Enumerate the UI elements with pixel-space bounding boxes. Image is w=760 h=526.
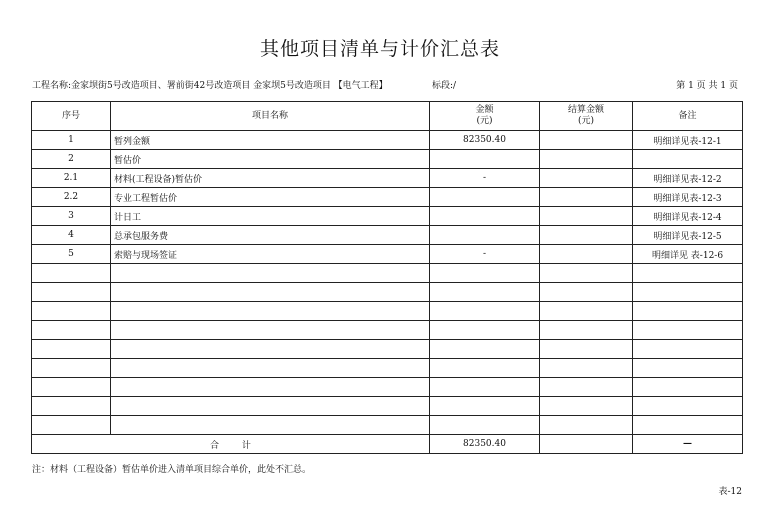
table-row — [32, 226, 743, 245]
empty-cell — [32, 302, 111, 321]
empty-cell — [111, 359, 430, 378]
header-amount-line2: (元) — [476, 116, 493, 126]
empty-cell — [430, 359, 540, 378]
empty-row — [32, 283, 743, 302]
empty-cell — [430, 321, 540, 340]
row-settle — [540, 207, 633, 226]
row-remark: 明细详见表-12-1 — [633, 131, 743, 150]
header-seq: 序号 — [32, 102, 111, 131]
row-name: 索赔与现场签证 — [111, 245, 430, 264]
empty-cell — [540, 359, 633, 378]
row-name: 总承包服务费 — [111, 226, 430, 245]
empty-cell — [633, 378, 743, 397]
empty-cell — [32, 416, 111, 435]
row-seq: 2.2 — [32, 188, 111, 207]
row-seq: 4 — [32, 226, 111, 245]
row-settle — [540, 169, 633, 188]
table-row — [32, 169, 743, 188]
empty-row — [32, 302, 743, 321]
empty-cell — [111, 340, 430, 359]
row-remark: 明细详见表-12-2 — [633, 169, 743, 188]
empty-cell — [633, 416, 743, 435]
empty-row — [32, 321, 743, 340]
table-row — [32, 207, 743, 226]
empty-cell — [540, 264, 633, 283]
empty-cell — [633, 264, 743, 283]
row-amount — [430, 226, 540, 245]
row-remark: 明细详见 表-12-6 — [633, 245, 743, 264]
row-seq: 2.1 — [32, 169, 111, 188]
table-header-row — [32, 102, 743, 131]
row-remark: 明细详见表-12-3 — [633, 188, 743, 207]
header-name: 项目名称 — [111, 102, 430, 131]
row-remark: 明细详见表-12-4 — [633, 207, 743, 226]
total-remark: — — [633, 435, 743, 454]
header-settle-line1: 结算金额 — [567, 105, 604, 115]
project-label: 工程名称: — [32, 81, 72, 91]
empty-cell — [430, 340, 540, 359]
empty-cell — [540, 340, 633, 359]
row-name: 专业工程暂估价 — [111, 188, 430, 207]
empty-cell — [633, 397, 743, 416]
empty-cell — [540, 378, 633, 397]
section-value: / — [453, 81, 457, 91]
header-amount — [430, 102, 540, 131]
row-seq: 1 — [32, 131, 111, 150]
empty-cell — [430, 397, 540, 416]
empty-cell — [111, 416, 430, 435]
empty-cell — [430, 264, 540, 283]
row-amount: 82350.40 — [430, 131, 540, 150]
empty-row — [32, 397, 743, 416]
row-seq: 3 — [32, 207, 111, 226]
total-amount: 82350.40 — [430, 435, 540, 454]
table-row — [32, 131, 743, 150]
row-settle — [540, 150, 633, 169]
empty-cell — [633, 283, 743, 302]
empty-cell — [111, 397, 430, 416]
empty-cell — [540, 302, 633, 321]
footnote: 注：材料（工程设备）暂估单价进入清单项目综合单价，此处不汇总。 — [32, 465, 312, 475]
row-remark — [633, 150, 743, 169]
empty-row — [32, 264, 743, 283]
total-row — [32, 435, 743, 454]
total-label: 合 计 — [32, 435, 430, 454]
row-settle — [540, 226, 633, 245]
row-remark: 明细详见表-12-5 — [633, 226, 743, 245]
empty-cell — [32, 264, 111, 283]
empty-cell — [111, 378, 430, 397]
empty-cell — [32, 321, 111, 340]
row-amount — [430, 207, 540, 226]
row-settle — [540, 245, 633, 264]
row-settle — [540, 131, 633, 150]
table-row — [32, 150, 743, 169]
empty-cell — [540, 283, 633, 302]
empty-row — [32, 416, 743, 435]
header-settle-line2: (元) — [577, 116, 595, 126]
empty-cell — [32, 359, 111, 378]
section-info — [432, 78, 456, 91]
empty-cell — [633, 340, 743, 359]
row-name: 材料(工程设备)暂估价 — [111, 169, 430, 188]
table-row — [32, 245, 743, 264]
empty-cell — [633, 302, 743, 321]
table-row — [32, 188, 743, 207]
empty-cell — [430, 283, 540, 302]
empty-cell — [633, 321, 743, 340]
project-name: 金家坝街5号改造项目、署前街42号改造项目 金家坝5号改造项目 【电气工程】 — [71, 81, 388, 91]
form-number: 表-12 — [718, 487, 742, 497]
row-settle — [540, 188, 633, 207]
empty-cell — [540, 397, 633, 416]
row-name: 计日工 — [111, 207, 430, 226]
empty-cell — [430, 378, 540, 397]
empty-row — [32, 340, 743, 359]
empty-cell — [111, 302, 430, 321]
empty-cell — [430, 416, 540, 435]
total-settle — [540, 435, 633, 454]
empty-cell — [633, 359, 743, 378]
empty-cell — [430, 302, 540, 321]
row-name: 暂估价 — [111, 150, 430, 169]
row-amount — [430, 188, 540, 207]
empty-cell — [32, 283, 111, 302]
empty-cell — [32, 340, 111, 359]
empty-cell — [111, 283, 430, 302]
empty-cell — [111, 321, 430, 340]
empty-row — [32, 359, 743, 378]
summary-table — [31, 101, 743, 454]
row-amount: - — [430, 245, 540, 264]
header-settle — [540, 102, 633, 131]
empty-cell — [540, 416, 633, 435]
section-label: 标段: — [432, 81, 454, 91]
page-title: 其他项目清单与计价汇总表 — [259, 38, 500, 60]
empty-cell — [111, 264, 430, 283]
empty-cell — [32, 397, 111, 416]
project-info — [32, 78, 388, 91]
page-info: 第 1 页 共 1 页 — [676, 81, 738, 91]
row-seq: 2 — [32, 150, 111, 169]
row-seq: 5 — [32, 245, 111, 264]
row-amount — [430, 150, 540, 169]
row-name: 暂列金额 — [111, 131, 430, 150]
empty-row — [32, 378, 743, 397]
empty-cell — [32, 378, 111, 397]
row-amount: - — [430, 169, 540, 188]
header-amount-line1: 金额 — [475, 105, 494, 115]
header-remark: 备注 — [633, 102, 743, 131]
empty-cell — [540, 321, 633, 340]
